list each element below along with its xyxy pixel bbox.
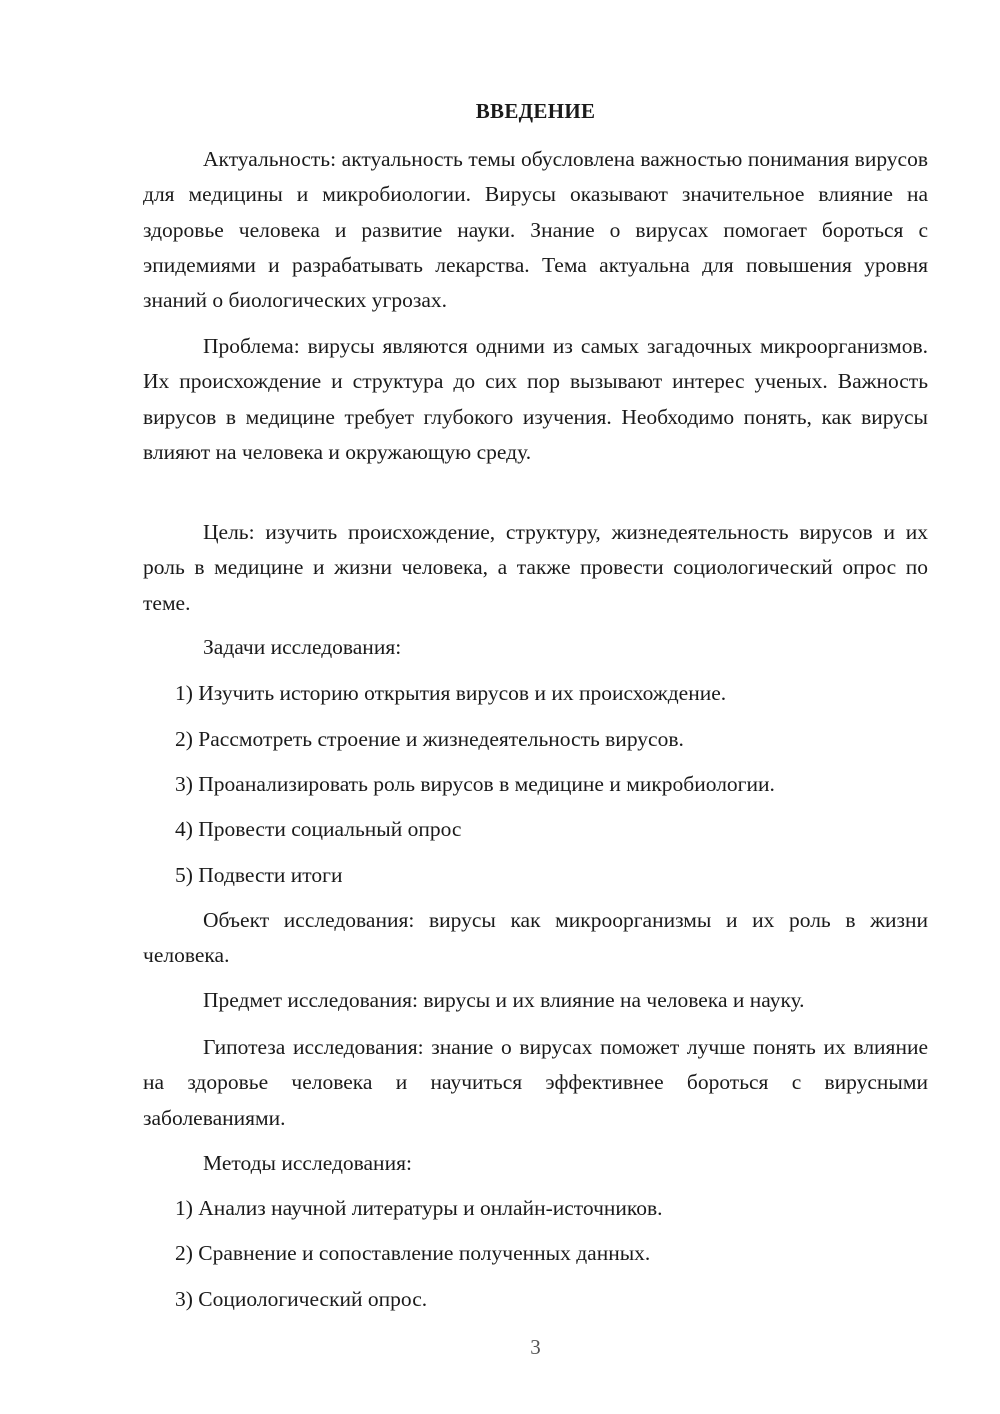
task-item-4: 4) Провести социальный опрос	[175, 817, 462, 841]
task-item-5: 5) Подвести итоги	[175, 863, 343, 887]
paragraph-object: Объект исследования: вирусы как микроорганизмы и их роль в жизни человека.	[143, 908, 928, 968]
document-page	[143, 0, 928, 1414]
task-item-1: 1) Изучить историю открытия вирусов и их происхождение.	[175, 681, 727, 705]
page-number: 3	[530, 1335, 541, 1359]
paragraph-relevance: Актуальность: актуальность темы обусловлена важностью понимания вирусов для медицины и микробиологии. Вирусы оказывают значительное влияние на здоровье человека и развитие науки. Знание о вирусах помогает бороться с эпидемиями и разрабатывать лекарства. Тема актуальна для повышения уровня знаний о биологических угрозах.	[143, 147, 928, 313]
tasks-heading: Задачи исследования:	[203, 635, 402, 659]
method-item-2: 2) Сравнение и сопоставление полученных данных.	[175, 1241, 651, 1265]
method-item-3: 3) Социологический опрос.	[175, 1287, 428, 1311]
page-title: ВВЕДЕНИЕ	[475, 99, 596, 123]
paragraph-subject: Предмет исследования: вирусы и их влияние на человека и науку.	[203, 988, 805, 1012]
paragraph-problem: Проблема: вирусы являются одними из самых загадочных микроорганизмов. Их происхождение и структура до сих пор вызывают интерес ученых. Важность вирусов в медицине требует глубокого изучения. Необходимо понять, как вирусы влияют на человека и окружающую среду.	[143, 334, 928, 464]
task-item-2: 2) Рассмотреть строение и жизнедеятельность вирусов.	[175, 727, 684, 751]
paragraph-goal: Цель: изучить происхождение, структуру, жизнедеятельность вирусов и их роль в медицине и жизни человека, а также провести социологический опрос по теме.	[143, 520, 928, 615]
method-item-1: 1) Анализ научной литературы и онлайн-источников.	[175, 1196, 663, 1220]
methods-heading: Методы исследования:	[203, 1151, 412, 1175]
paragraph-hypothesis: Гипотеза исследования: знание о вирусах поможет лучше понять их влияние на здоровье человека и научиться эффективнее бороться с вирусными заболеваниями.	[143, 1035, 928, 1130]
task-item-3: 3) Проанализировать роль вирусов в медицине и микробиологии.	[175, 772, 775, 796]
